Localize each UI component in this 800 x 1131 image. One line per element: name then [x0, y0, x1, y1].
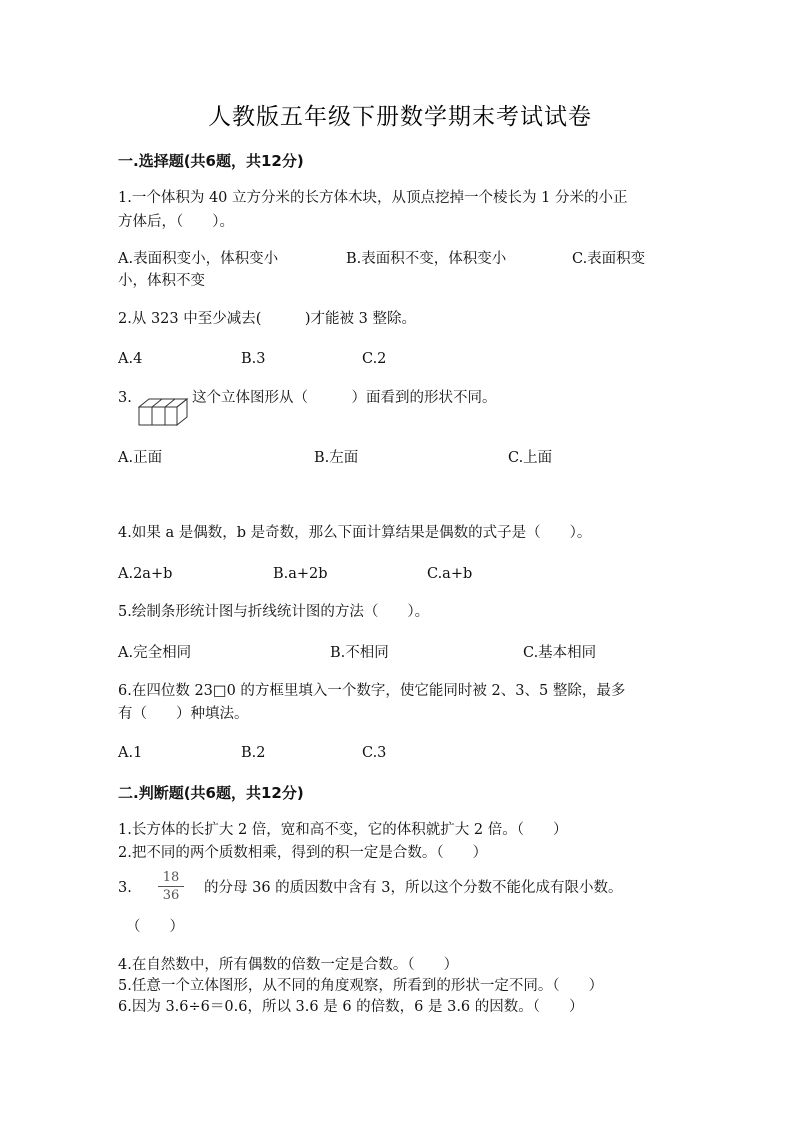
- q1-option-c-cont: 小，体积不变: [118, 273, 205, 289]
- q6-option-b: B.2: [241, 745, 266, 761]
- q4-option-c: C.a+b: [427, 566, 473, 582]
- q6-option-c: C.3: [362, 745, 387, 761]
- section-heading-judgement: 二.判断题(共6题，共12分): [118, 784, 304, 802]
- q5-option-c: C.基本相同: [523, 645, 597, 661]
- j4-text: 4.在自然数中，所有偶数的倍数一定是合数。（ ）: [118, 957, 459, 973]
- section-heading-choice: 一.选择题(共6题，共12分): [118, 152, 304, 170]
- q4-option-a: A.2a+b: [118, 566, 173, 582]
- q3-number: 3.: [118, 390, 132, 406]
- q6-line1: 6.在四位数 23□0 的方框里填入一个数字，使它能同时被 2、3、5 整除，最多: [118, 683, 626, 699]
- j2-text: 2.把不同的两个质数相乘，得到的积一定是合数。（ ）: [118, 845, 488, 861]
- j3-text: 的分母 36 的质因数中含有 3，所以这个分数不能化成有限小数。: [204, 880, 623, 896]
- q1-option-b: B.表面积不变，体积变小: [346, 251, 507, 267]
- q5-text: 5.绘制条形统计图与折线统计图的方法（ ）。: [118, 604, 430, 620]
- q2-option-c: C.2: [362, 351, 387, 367]
- j1-text: 1.长方体的长扩大 2 倍，宽和高不变，它的体积就扩大 2 倍。（ ）: [118, 822, 568, 838]
- fraction-denominator: 36: [162, 888, 180, 903]
- q6-option-a: A.1: [118, 745, 143, 761]
- j5-text: 5.任意一个立体图形，从不同的角度观察，所看到的形状一定不同。（ ）: [118, 978, 604, 994]
- q4-text: 4.如果 a 是偶数，b 是奇数，那么下面计算结果是偶数的式子是（ ）。: [118, 525, 592, 541]
- q2-text: 2.从 323 中至少减去( )才能被 3 整除。: [118, 311, 416, 327]
- j3-paren: （ ）: [126, 919, 184, 935]
- page-title: 人教版五年级下册数学期末考试试卷: [208, 104, 592, 130]
- fraction-18-36: [158, 870, 184, 903]
- q1-line2: 方体后，（ ）。: [118, 214, 234, 230]
- q1-line1: 1.一个体积为 40 立方分米的长方体木块，从顶点挖掉一个棱长为 1 分米的小正: [118, 190, 628, 206]
- q3-option-a: A.正面: [118, 450, 163, 466]
- q2-option-b: B.3: [241, 351, 266, 367]
- q1-option-a: A.表面积变小，体积变小: [118, 251, 279, 267]
- q4-option-b: B.a+2b: [273, 566, 328, 582]
- q2-option-a: A.4: [118, 351, 143, 367]
- q3-text: 这个立体图形从（ ）面看到的形状不同。: [192, 390, 497, 406]
- three-cubes-figure: [138, 397, 190, 431]
- j3-number: 3.: [118, 880, 132, 896]
- q5-option-a: A.完全相同: [118, 645, 192, 661]
- q5-option-b: B.不相同: [330, 645, 389, 661]
- q3-option-b: B.左面: [314, 450, 359, 466]
- j6-text: 6.因为 3.6÷6＝0.6，所以 3.6 是 6 的倍数，6 是 3.6 的因数。（ ）: [118, 999, 584, 1015]
- fraction-numerator: 18: [162, 870, 180, 885]
- q3-option-c: C.上面: [508, 450, 553, 466]
- q6-line2: 有（ ）种填法。: [118, 706, 249, 722]
- q1-option-c: C.表面积变: [572, 251, 646, 267]
